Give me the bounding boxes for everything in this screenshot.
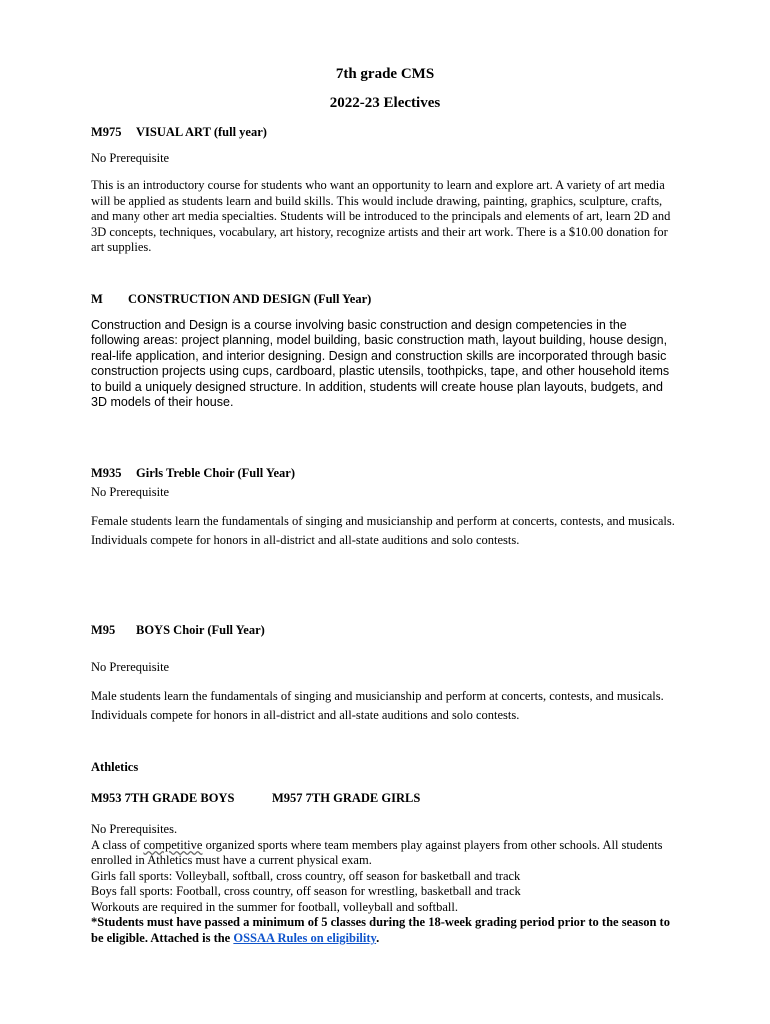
athletics-description-line: Workouts are required in the summer for football, volleyball and softball.	[91, 900, 458, 914]
document-subtitle: 2022-23 Electives	[329, 95, 441, 111]
eligibility-note-line	[91, 931, 379, 946]
course-description-line: real-life application, and interior designing. Design and construction skills are incorporated through basic	[91, 349, 667, 363]
course-description-line: Individuals compete for honors in all-district and all-state auditions and solo contests.	[91, 533, 520, 547]
text-segment: organized sports where team members play against players from other schools. All students	[202, 838, 663, 852]
course-description-line: Individuals compete for honors in all-district and all-state auditions and solo contests.	[91, 708, 520, 722]
course-heading-visual-art	[91, 125, 267, 140]
course-description-line: will be applied as students learn and build skills. This would include drawing, painting, graphics, sculpture, crafts,	[91, 194, 663, 208]
course-heading-construction	[91, 292, 371, 307]
course-description-line: 3D models of their house.	[91, 395, 234, 409]
course-heading-girls-choir	[91, 466, 295, 481]
course-code: M	[91, 292, 103, 306]
course-description-line: Female students learn the fundamentals of singing and musicianship and perform at concerts, contests, and musicals.	[91, 514, 675, 528]
course-name: BOYS Choir (Full Year)	[136, 623, 265, 637]
course-description-line: following areas: project planning, model building, basic construction math, layout building, house design,	[91, 333, 668, 347]
course-heading-boys-athletics: M953 7TH GRADE BOYS	[91, 791, 235, 805]
course-heading-girls-athletics: M957 7TH GRADE GIRLS	[272, 791, 421, 805]
course-description-line: Construction and Design is a course involving basic construction and design competencies in the	[91, 318, 627, 332]
course-description-line: and many other art media specialties. Students will be introduced to the principals and elements of art, learn 2D and	[91, 209, 671, 223]
prerequisite-text: No Prerequisite	[91, 485, 170, 499]
text-segment: A class of	[91, 838, 144, 852]
athletics-description-line: enrolled in Athletics must have a current physical exam.	[91, 853, 372, 867]
course-description-line: art supplies.	[91, 240, 152, 254]
prerequisite-text: No Prerequisite	[91, 151, 170, 165]
course-code: M935	[91, 466, 122, 480]
athletics-description-line	[91, 838, 663, 853]
athletics-description-line: Girls fall sports: Volleyball, softball, cross country, off season for basketball and track	[91, 869, 521, 883]
athletics-heading: Athletics	[91, 760, 139, 774]
course-heading-boys-choir	[91, 623, 265, 638]
text-segment: be eligible. Attached is the	[91, 931, 234, 945]
course-name: CONSTRUCTION AND DESIGN (Full Year)	[128, 292, 372, 306]
course-code: M975	[91, 125, 122, 139]
course-description-line: Male students learn the fundamentals of singing and musicianship and perform at concerts, contests, and musicals.	[91, 689, 664, 703]
course-description-line: to build a uniquely designed structure. In addition, students will create house plan layouts, budgets, and	[91, 380, 663, 394]
document-title: 7th grade CMS	[335, 66, 435, 82]
text-segment: .	[376, 931, 380, 945]
course-code: M95	[91, 623, 116, 637]
spellcheck-marked-word: competitive	[143, 838, 203, 852]
prerequisite-text: No Prerequisites.	[91, 822, 178, 836]
eligibility-note-line: *Students must have passed a minimum of 5 classes during the 18-week grading period prior to the season to	[91, 915, 670, 929]
course-description-line: This is an introductory course for students who want an opportunity to learn and explore art. A variety of art media	[91, 178, 665, 192]
course-name: Girls Treble Choir (Full Year)	[136, 466, 296, 480]
prerequisite-text: No Prerequisite	[91, 660, 170, 674]
athletics-description-line: Boys fall sports: Football, cross country, off season for wrestling, basketball and track	[91, 884, 521, 898]
course-description-line: construction projects using cups, cardboard, plastic utensils, toothpicks, tape, and other household items	[91, 364, 670, 378]
course-name: VISUAL ART (full year)	[136, 125, 267, 139]
course-description-line: 3D concepts, techniques, vocabulary, art history, recognize artists and their art work. There is a $10.00 donation for	[91, 225, 668, 239]
ossaa-eligibility-link[interactable]: OSSAA Rules on eligibility	[233, 931, 377, 945]
